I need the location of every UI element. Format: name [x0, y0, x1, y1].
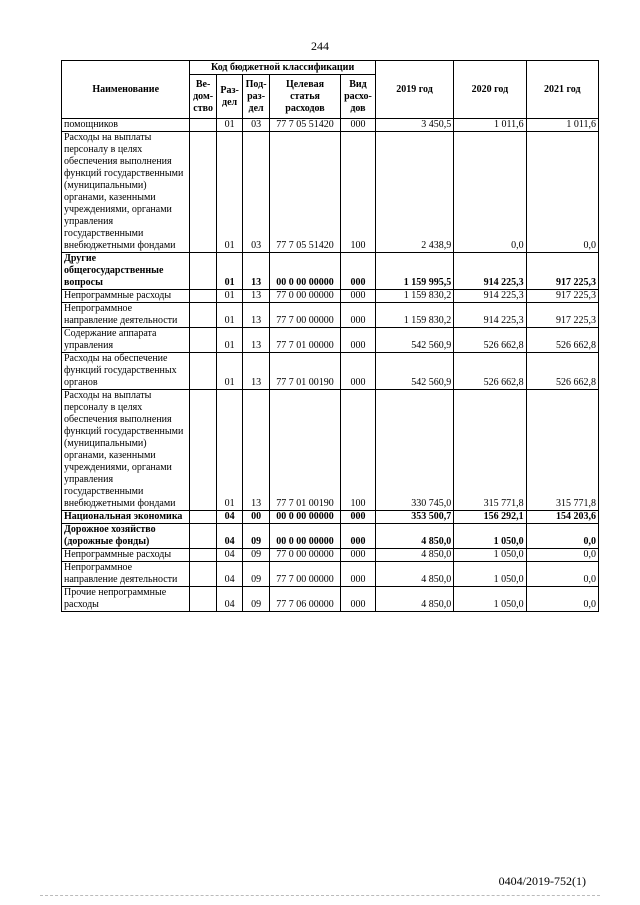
table-row	[62, 511, 599, 524]
cell-pod: 03	[243, 132, 269, 253]
footer-divider	[40, 895, 600, 896]
cell-ved	[190, 253, 216, 290]
cell-y2019: 542 560,9	[375, 328, 453, 353]
cell-ved	[190, 549, 216, 562]
cell-target: 00 0 00 00000	[269, 511, 340, 524]
table-row	[62, 303, 599, 328]
header-podrazdel: Под-раз-дел	[243, 75, 269, 119]
cell-pod: 13	[243, 290, 269, 303]
cell-name: Дорожное хозяйство (дорожные фонды)	[62, 524, 190, 549]
cell-target: 77 0 00 00000	[269, 549, 340, 562]
cell-y2019: 1 159 830,2	[375, 290, 453, 303]
cell-y2019: 4 850,0	[375, 549, 453, 562]
cell-target: 77 7 01 00190	[269, 390, 340, 511]
cell-target: 77 7 06 00000	[269, 587, 340, 612]
cell-name: Прочие непрограммные расходы	[62, 587, 190, 612]
cell-y2020: 156 292,1	[454, 511, 526, 524]
cell-target: 00 0 00 00000	[269, 253, 340, 290]
cell-pod: 13	[243, 390, 269, 511]
cell-y2019: 1 159 830,2	[375, 303, 453, 328]
cell-y2019: 4 850,0	[375, 562, 453, 587]
cell-y2020: 0,0	[454, 132, 526, 253]
header-2019: 2019 год	[375, 61, 453, 119]
cell-razdel: 01	[216, 119, 242, 132]
cell-razdel: 04	[216, 524, 242, 549]
cell-vid: 000	[341, 253, 376, 290]
cell-vid: 100	[341, 390, 376, 511]
cell-y2020: 914 225,3	[454, 253, 526, 290]
cell-y2021: 526 662,8	[526, 328, 598, 353]
cell-name: Расходы на выплаты персоналу в целях обеспечения выполнения функций государственными (муниципальными) органами, казенными учреждениями, органами управления государственными внебюджетными фондами	[62, 390, 190, 511]
cell-name: Непрограммные расходы	[62, 290, 190, 303]
cell-pod: 09	[243, 549, 269, 562]
table-row	[62, 253, 599, 290]
cell-ved	[190, 511, 216, 524]
cell-ved	[190, 303, 216, 328]
table-row	[62, 524, 599, 549]
cell-vid: 000	[341, 549, 376, 562]
cell-y2020: 526 662,8	[454, 353, 526, 390]
cell-vid: 000	[341, 587, 376, 612]
cell-vid: 000	[341, 290, 376, 303]
cell-y2019: 3 450,5	[375, 119, 453, 132]
cell-razdel: 01	[216, 328, 242, 353]
cell-ved	[190, 132, 216, 253]
cell-razdel: 01	[216, 132, 242, 253]
cell-ved	[190, 290, 216, 303]
cell-ved	[190, 562, 216, 587]
cell-name: Другие общегосударственные вопросы	[62, 253, 190, 290]
cell-target: 77 7 05 51420	[269, 132, 340, 253]
cell-vid: 000	[341, 353, 376, 390]
cell-razdel: 04	[216, 562, 242, 587]
cell-razdel: 01	[216, 290, 242, 303]
cell-y2020: 1 050,0	[454, 549, 526, 562]
cell-y2019: 353 500,7	[375, 511, 453, 524]
table-row	[62, 390, 599, 511]
cell-y2019: 4 850,0	[375, 587, 453, 612]
cell-ved	[190, 119, 216, 132]
cell-y2019: 4 850,0	[375, 524, 453, 549]
cell-pod: 09	[243, 587, 269, 612]
cell-y2021: 0,0	[526, 562, 598, 587]
cell-vid: 000	[341, 524, 376, 549]
table-row	[62, 353, 599, 390]
cell-y2020: 914 225,3	[454, 303, 526, 328]
header-2020: 2020 год	[454, 61, 526, 119]
table-row	[62, 562, 599, 587]
table-row	[62, 290, 599, 303]
header-target: Целевая статья расходов	[269, 75, 340, 119]
cell-razdel: 04	[216, 549, 242, 562]
cell-pod: 13	[243, 303, 269, 328]
cell-pod: 09	[243, 524, 269, 549]
cell-pod: 13	[243, 353, 269, 390]
cell-y2021: 917 225,3	[526, 303, 598, 328]
cell-target: 77 7 00 00000	[269, 562, 340, 587]
cell-name: Непрограммное направление деятельности	[62, 303, 190, 328]
cell-pod: 13	[243, 253, 269, 290]
table-row	[62, 132, 599, 253]
cell-vid: 000	[341, 328, 376, 353]
cell-pod: 00	[243, 511, 269, 524]
cell-y2020: 1 050,0	[454, 562, 526, 587]
cell-y2021: 0,0	[526, 524, 598, 549]
cell-y2020: 1 011,6	[454, 119, 526, 132]
cell-y2021: 917 225,3	[526, 253, 598, 290]
cell-razdel: 01	[216, 303, 242, 328]
table-row	[62, 587, 599, 612]
cell-vid: 000	[341, 303, 376, 328]
cell-name: Непрограммное направление деятельности	[62, 562, 190, 587]
cell-name: помощников	[62, 119, 190, 132]
header-code-group: Код бюджетной классификации	[190, 61, 375, 75]
cell-y2019: 330 745,0	[375, 390, 453, 511]
cell-y2021: 917 225,3	[526, 290, 598, 303]
cell-y2021: 315 771,8	[526, 390, 598, 511]
cell-vid: 000	[341, 511, 376, 524]
cell-ved	[190, 524, 216, 549]
cell-y2020: 526 662,8	[454, 328, 526, 353]
cell-vid: 000	[341, 562, 376, 587]
cell-ved	[190, 587, 216, 612]
cell-y2019: 542 560,9	[375, 353, 453, 390]
cell-razdel: 04	[216, 587, 242, 612]
cell-y2021: 0,0	[526, 587, 598, 612]
cell-name: Расходы на обеспечение функций государственных органов	[62, 353, 190, 390]
cell-y2021: 0,0	[526, 132, 598, 253]
header-2021: 2021 год	[526, 61, 598, 119]
cell-y2020: 315 771,8	[454, 390, 526, 511]
cell-y2020: 1 050,0	[454, 587, 526, 612]
cell-y2019: 2 438,9	[375, 132, 453, 253]
table-row	[62, 549, 599, 562]
table-body	[62, 119, 599, 612]
cell-name: Расходы на выплаты персоналу в целях обеспечения выполнения функций государственными (муниципальными) органами, казенными учреждениями, органами управления государственными внебюджетными фондами	[62, 132, 190, 253]
cell-ved	[190, 328, 216, 353]
cell-razdel: 01	[216, 253, 242, 290]
budget-table	[61, 60, 599, 612]
cell-y2020: 914 225,3	[454, 290, 526, 303]
cell-pod: 03	[243, 119, 269, 132]
cell-y2020: 1 050,0	[454, 524, 526, 549]
cell-y2021: 154 203,6	[526, 511, 598, 524]
cell-y2021: 526 662,8	[526, 353, 598, 390]
cell-vid: 000	[341, 119, 376, 132]
page-number: 244	[311, 39, 329, 53]
cell-razdel: 04	[216, 511, 242, 524]
header-name: Наименование	[62, 61, 190, 119]
cell-vid: 100	[341, 132, 376, 253]
cell-razdel: 01	[216, 390, 242, 511]
cell-name: Национальная экономика	[62, 511, 190, 524]
cell-target: 00 0 00 00000	[269, 524, 340, 549]
cell-ved	[190, 390, 216, 511]
cell-target: 77 7 00 00000	[269, 303, 340, 328]
table-row	[62, 328, 599, 353]
table-row	[62, 119, 599, 132]
header-ved: Ве-дом-ство	[190, 75, 216, 119]
cell-razdel: 01	[216, 353, 242, 390]
cell-ved	[190, 353, 216, 390]
cell-target: 77 7 05 51420	[269, 119, 340, 132]
cell-target: 77 7 01 00000	[269, 328, 340, 353]
cell-target: 77 0 00 00000	[269, 290, 340, 303]
cell-name: Непрограммные расходы	[62, 549, 190, 562]
cell-pod: 09	[243, 562, 269, 587]
cell-pod: 13	[243, 328, 269, 353]
cell-y2019: 1 159 995,5	[375, 253, 453, 290]
document-code: 0404/2019-752(1)	[498, 874, 586, 888]
cell-target: 77 7 01 00190	[269, 353, 340, 390]
cell-y2021: 0,0	[526, 549, 598, 562]
header-vid: Вид расхо-дов	[341, 75, 376, 119]
cell-y2021: 1 011,6	[526, 119, 598, 132]
header-razdel: Раз-дел	[216, 75, 242, 119]
cell-name: Содержание аппарата управления	[62, 328, 190, 353]
